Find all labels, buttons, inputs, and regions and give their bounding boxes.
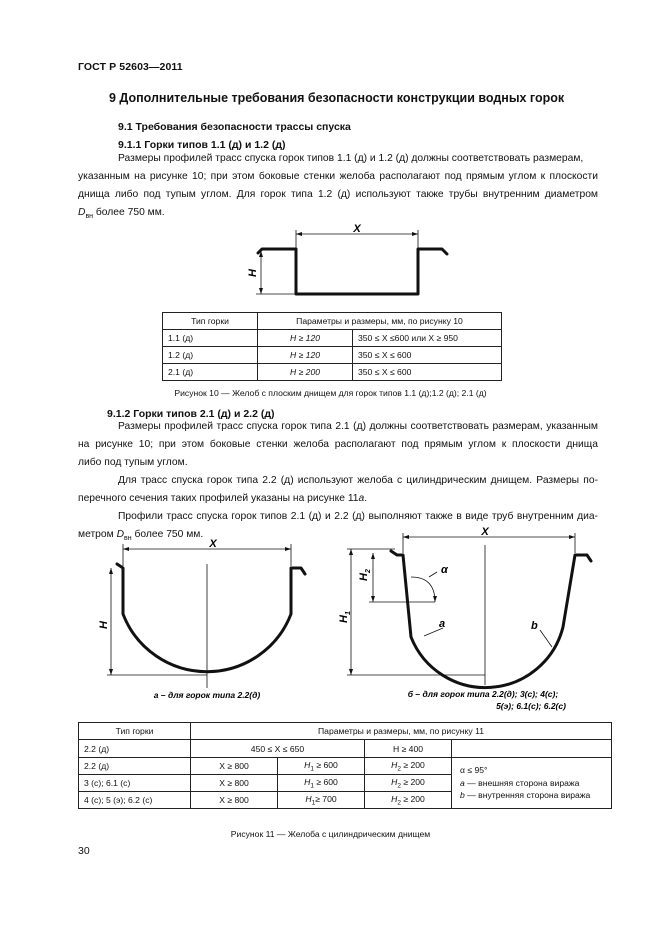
- table-cell: [278, 758, 365, 775]
- alpha-leader: [429, 572, 437, 577]
- h2-symbol: H: [358, 572, 370, 581]
- table-cell: 2.2 (д): [79, 740, 191, 758]
- table-cell: [191, 775, 278, 792]
- cell-value: ≥ 200: [403, 776, 425, 787]
- text-fragment: а: [358, 493, 365, 504]
- table-cell: [365, 792, 452, 809]
- h-symbol: H: [391, 793, 398, 804]
- note-symbol: b: [460, 790, 465, 801]
- table-header-cell: Параметры и размеры, мм, по рисунку 10: [258, 313, 502, 330]
- text-line: указанным на рисунке 10; при этом боковые стенки желоба располагают под прямым углом к плоскости: [78, 171, 598, 182]
- h1-symbol: H: [338, 614, 350, 623]
- h-subscript: 1: [311, 799, 316, 807]
- text-fragment: .: [364, 493, 368, 504]
- figure-11-caption: Рисунок 11 — Желоба с цилиндрическим днищем: [230, 829, 431, 839]
- table-cell: 350 ≤ X ≤600 или X ≥ 950: [353, 330, 502, 347]
- symbol-d: D: [116, 529, 125, 540]
- table-cell: [365, 775, 452, 792]
- text-line: либо под тупым углом.: [78, 457, 188, 468]
- h-symbol: H: [391, 776, 398, 787]
- text-line: [78, 490, 598, 508]
- figure-11a-drawing: [95, 530, 325, 715]
- h-subscript: 1: [310, 782, 314, 790]
- cylindrical-profile-b: [391, 551, 591, 688]
- table-cell: [191, 792, 278, 809]
- table-cell: H ≥ 120: [258, 330, 353, 347]
- page-number: 30: [78, 845, 90, 857]
- h-symbol: H: [391, 759, 398, 770]
- label-alpha: α: [441, 564, 448, 576]
- note-symbol: а: [460, 777, 465, 788]
- label-h2: [358, 569, 372, 581]
- sublabel-b-line1: б – для горок типа 2.2(д); 3(с); 4(с);: [407, 689, 559, 699]
- document-header: ГОСТ Р 52603—2011: [78, 61, 183, 73]
- table-cell: 1.1 (д): [163, 330, 258, 347]
- table-cell: 2.2 (д): [79, 758, 191, 775]
- cell-value: X ≥ 800: [219, 795, 249, 805]
- table-cell: 3 (с); 6.1 (с): [79, 775, 191, 792]
- cell-value: X ≥ 800: [219, 761, 249, 771]
- text-line: Профили трасс спуска горок типов 2.1 (д) и 2.2 (д) выполняют также в виде труб внутренним диа-: [118, 511, 598, 522]
- label-h: H: [247, 269, 259, 277]
- h-subscript: 2: [397, 799, 401, 807]
- section-title: 9 Дополнительные требования безопасности конструкции водных горок: [109, 91, 565, 105]
- table-cell: 350 ≤ X ≤ 600: [353, 364, 502, 381]
- table-cell: [191, 758, 278, 775]
- cell-value: ≥ 200: [403, 793, 425, 804]
- cell-value: X ≥ 800: [219, 778, 249, 788]
- table-cell: 1.2 (д): [163, 347, 258, 364]
- alpha-arc: [411, 577, 435, 602]
- label-x: X: [209, 538, 217, 550]
- h-subscript: 2: [397, 782, 401, 790]
- table-cell: [452, 740, 612, 758]
- text-fragment: метром: [78, 529, 117, 540]
- note-alpha: α ≤ 95°: [460, 765, 488, 776]
- table-row: [79, 758, 612, 775]
- symbol-d: D: [78, 207, 86, 218]
- table-cell: [278, 775, 365, 792]
- figure-11-table: [78, 722, 612, 809]
- table-cell: 4 (с); 5 (э); 6.2 (с): [79, 792, 191, 809]
- label-b: b: [531, 620, 538, 632]
- subsection-9-1-1-title: 9.1.1 Горки типов 1.1 (д) и 1.2 (д): [118, 139, 286, 151]
- cylindrical-profile-a: [117, 564, 305, 672]
- table-cell: H ≥ 120: [258, 347, 353, 364]
- label-x: X: [353, 223, 361, 235]
- table-cell: 450 ≤ X ≤ 650: [191, 740, 365, 758]
- table-header-cell: Тип горки: [163, 313, 258, 330]
- h-symbol: H: [304, 759, 311, 770]
- text-fragment: перечного сечения таких профилей указаны на рисунке 11: [78, 493, 359, 504]
- h-subscript: 1: [310, 765, 314, 773]
- table-cell: 350 ≤ X ≤ 600: [353, 347, 502, 364]
- table-cell: [365, 758, 452, 775]
- sublabel-b-line2: 5(э); 6.1(с); 6.2(с): [496, 701, 566, 711]
- text-line: Размеры профилей трасс спуска горок типа 2.1 (д) должны соответствовать размерам, указанным: [118, 421, 598, 432]
- figure-10-caption: Рисунок 10 — Желоб с плоским днищем для горок типов 1.1 (д);1.2 (д); 2.1 (д): [174, 388, 487, 398]
- label-a: а: [439, 618, 446, 630]
- h-subscript: 2: [397, 765, 401, 773]
- figure-10-drawing: [240, 220, 450, 305]
- paragraph-9-1-1: [78, 150, 598, 226]
- label-x: X: [481, 526, 489, 538]
- table-row: [79, 740, 612, 758]
- cell-value: ≥ 600: [316, 759, 338, 770]
- h1-subscript: 1: [345, 611, 352, 615]
- symbol-subscript: вн: [85, 213, 94, 221]
- table-note-cell: [452, 758, 612, 809]
- figure-10-table: [162, 312, 502, 381]
- sublabel-a: а – для горок типа 2.2(д): [153, 690, 261, 700]
- text-line: на рисунке 10; при этом боковые стенки желоба располагают под прямым углом к плоскости днища: [78, 439, 598, 450]
- table-header-cell: Тип горки: [79, 723, 191, 740]
- cell-value: ≥ 700: [315, 793, 337, 804]
- note-b: [460, 789, 606, 802]
- text-line: днища либо под тупым углом. Для горок типа 1.2 (д) используют также трубы внутренним диаметром: [78, 189, 598, 200]
- table-cell: [278, 792, 365, 809]
- note-a: [460, 777, 606, 790]
- text-line: Для трасс спуска горок типа 2.2 (д) используют желоба с цилиндрическим днищем. Размеры по-: [118, 475, 598, 486]
- subsection-9-1-title: 9.1 Требования безопасности трассы спуска: [118, 121, 351, 133]
- note-text: — внешняя сторона виража: [464, 777, 580, 788]
- cell-value: ≥ 600: [316, 776, 338, 787]
- h2-subscript: 2: [365, 569, 372, 573]
- flat-bottom-profile: [258, 249, 447, 294]
- cell-value: ≥ 200: [403, 759, 425, 770]
- text-fragment: более 750 мм.: [93, 207, 165, 218]
- b-leader: [540, 630, 552, 647]
- figure-11b-drawing: [335, 525, 600, 715]
- text-line: Размеры профилей трасс спуска горок типов 1.1 (д) и 1.2 (д) должны соответствовать размерам,: [118, 153, 584, 164]
- table-row: [163, 330, 502, 347]
- table-cell: 2.1 (д): [163, 364, 258, 381]
- text-fragment: более 750 мм.: [131, 529, 204, 540]
- symbol-subscript: вн: [124, 535, 132, 543]
- label-h: H: [98, 621, 110, 629]
- note-text: — внутренняя сторона виража: [464, 790, 591, 801]
- h-symbol: H: [305, 793, 312, 804]
- table-cell: H ≥ 400: [365, 740, 452, 758]
- table-cell: H ≥ 200: [258, 364, 353, 381]
- subsection-9-1-2-title: 9.1.2 Горки типов 2.1 (д) и 2.2 (д): [107, 408, 275, 420]
- label-h1: [338, 611, 352, 623]
- table-row: [163, 364, 502, 381]
- table-header-cell: Параметры и размеры, мм, по рисунку 11: [191, 723, 612, 740]
- h-symbol: H: [304, 776, 311, 787]
- table-row: [163, 347, 502, 364]
